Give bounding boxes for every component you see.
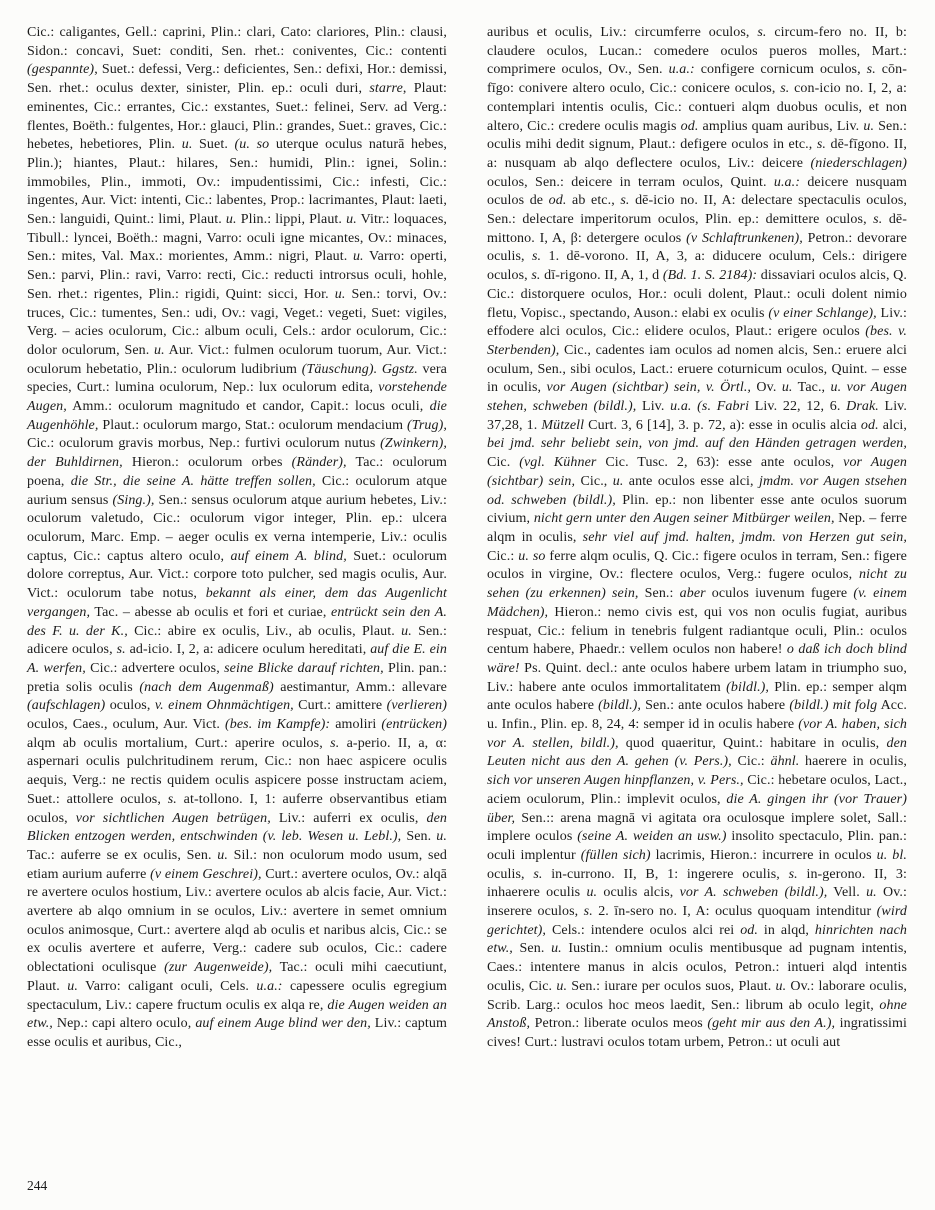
page-number: 244 — [27, 1178, 48, 1193]
text-columns — [27, 24, 908, 1053]
column-left: Cic.: caligantes, Gell.: caprini, Plin.: clari, Cato: clariores, Plin.: clausi, Sidon.: concavi, Suet: conditi, Sen. rhet.: coniventes, Cic.: contenti (gespannte), Suet.: defessi, Verg.: deficientes, Sen.: defixi, Hor.: demissi, Sen. rhet.: oculus dexter, sinister, Plin. ep.: oculi duri, starre, Plaut: eminentes, Cic.: errantes, Cic.: exstantes, Suet.: felinei, Serv. ad Verg.: flentes, Boëth.: fulgentes, Hor.: glauci, Plin.: grandes, Suet.: graves, Cic.: hebetes, hebetiores, Plin. u. Suet. (u. so uterque oculus naturā hebes, Plin.); hiantes, Plaut.: hilares, Sen.: humidi, Plin.: ignei, Solin.: immobiles, Plin., immoti, Ov.: impudentissimi, Cic.: infesti, Cic.: ingentes, Aur. Vict: intenti, Cic.: labentes, Prop.: lacrimantes, Plaut: laeti, Sen.: languidi, Quint.: limi, Plaut. u. Plin.: lippi, Plaut. u. Vitr.: loquaces, Tibull.: lyncei, Boëth.: magni, Varro: oculi igne micantes, Ov.: minaces, Sen.: mites, Val. Max.: morientes, Amm.: nigri, Plaut. u. Varro: operti, Sen.: parvi, Plin.: ravi, Varro: recti, Cic.: reducti introrsus oculi, hohle, Sen. rhet.: rigentes, Plin.: rigidi, Quint: sicci, Hor. u. Sen.: torvi, Ov.: truces, Cic.: tumentes, Sen.: udi, Ov.: vagi, Veget.: vegeti, Suet: vigiles, Verg. – acies oculorum, Cic.: album oculi, Cels.: ardor oculorum, Cic.: dolor oculorum, Sen. u. Aur. Vict.: fulmen oculorum tuorum, Aur. Vict.: oculorum hebetatio, Plin.: oculorum ludibrium (Täuschung). Ggstz. vera species, Curt.: lumina oculorum, Nep.: lux oculorum edita, vorstehende Augen, Amm.: oculorum magnitudo et candor, Capit.: locus oculi, die Augenhöhle, Plaut.: oculorum margo, Stat.: oculorum mendacium (Trug), Cic.: oculorum gravis morbus, Nep.: furtivi oculorum nutus (Zwinkern), der Buhldirnen, Hieron.: oculorum orbes (Ränder), Tac.: oculorum poena, die Str., die seine A. hätte treffen sollen, Cic.: oculorum atque aurium sensus (Sing.), Sen.: sensus oculorum atque aurium hebetes, Liv.: oculorum valetudo, Cic.: oculorum vigor integer, Plin. ep.: ulcera oculorum, Marc. Emp. – aeger oculis ex verna intemperie, Liv.: oculis captus, Cic.: captus altero oculo, auf einem A. blind, Suet.: oculorum dolore correptus, Aur. Vict.: corpore toto pulcher, sed magis oculis, Aur. Vict.: oculorum tabe notus, bekannt als einer, dem das Augenlicht vergangen, Tac. – abesse ab oculis et fori et curiae, entrückt sein den A. des F. u. der K., Cic.: abire ex oculis, Liv., ab oculis, Plaut. u. Sen.: adicere oculos, s. ad-icio. I, 2, a: adicere oculum hereditati, auf die E. ein A. werfen, Cic.: advertere oculos, seine Blicke darauf richten, Plin. pan.: pretia solis oculis (nach dem Augenmaß) aestimantur, Amm.: allevare (aufschlagen) oculos, v. einem Ohnmächtigen, Curt.: amittere (verlieren) oculos, Caes., oculum, Aur. Vict. (bes. im Kampfe): amoliri (entrücken) alqm ab oculis mortalium, Curt.: aperire oculos, s. a-perio. II, a, α: aspernari oculis pulchritudinem rerum, Cic.: non haec aspicere oculis aequis, Verg.: ne rectis quidem oculis aspicere posse instructam aciem, Suet.: attollere oculos, s. at-tollono. I, 1: auferre observantibus etiam oculos, vor sichtlichen Augen betrügen, Liv.: auferri ex oculis, den Blicken entzogen werden, entschwinden (v. leb. Wesen u. Lebl.), Sen. u. Tac.: auferre se ex oculis, Sen. u. Sil.: non oculorum modo usum, sed etiam aurium auferre (v einem Geschrei), Curt.: avertere oculos, Ov.: alqā re avertere oculos hostium, Liv.: avertere oculos ab alcis facie, Aur. Vict.: avertere ab alqo omnium in se oculos, Liv.: avertere in semet omnium oculos animosque, Curt.: avertere alqd ab oculis et naribus alcis, Cic.: se ex oculis avertere et auferre, Verg.: cadere sub oculos, Cic.: cadere oblectationi oculisque (zur Augenweide), Tac.: oculi mihi caecutiunt, Plaut. u. Varro: caligant oculi, Cels. u.a.: capessere oculis egregium spectaculum, Liv.: capere fructum oculis ex alqa re, die Augen weiden an etw., Nep.: capi altero oculo, auf einem Auge blind wer den, Liv.: captum esse oculis et auribus, Cic., — [27, 25, 448, 1050]
dictionary-page — [27, 24, 908, 1053]
column-right: auribus et oculis, Liv.: circumferre oculos, s. circum-fero no. II, b: claudere oculos, Lucan.: comedere oculos pueros molles, Mart.: comprimere oculos, Ov., Sen. u.a.: configere cornicum oculos, s. cōn-fīgo: conivere altero oculo, Cic.: conicere oculos, s. con-icio no. I, 2, a: contemplari intentis oculis, Cic.: contueri alqm duobus oculis, et non altero, Cic.: credere oculis magis od. amplius quam auribus, Liv. u. Sen.: oculis mihi dedit signum, Plaut.: defigere oculos in etc., s. dē-fīgono. II, a: nusquam ab alqo deflectere oculos, Liv.: deicere (niederschlagen) oculos, Sen.: deicere in terram oculos, Quint. u.a.: deicere nusquam oculos de od. ab etc., s. dē-icio no. II, A: delectare spectaculis oculos, Sen.: delectare imperitorum oculos, Plin. ep.: demittere oculos, s. dē-mittono. I, A, β: detergere oculos (v Schlaftrunkenen), Petron.: devorare oculis, s. 1. dē-vorono. II, A, 3, a: diducere oculum, Cels.: dirigere oculos, s. dī-rigono. II, A, 1, d (Bd. 1. S. 2184): dissaviari oculos alcis, Q. Cic.: distorquere oculos, Hor.: oculi dolent, Plaut.: oculi dolent nimio fletu, Vopisc., spectando, Auson.: elabi ex oculis (v einer Schlange), Liv.: effodere alci oculos, Cic.: elidere oculos, Plaut.: erigere oculos (bes. v. Sterbenden), Cic., cadentes iam oculos ad nomen alcis, Sen.: eruere alci oculum, Sen., sibi oculos, Lact.: eruere coturnicum oculos, Quint. – esse in oculis, vor Augen (sichtbar) sein, v. Örtl., Ov. u. Tac., u. vor Augen stehen, schweben (bildl.), Liv. u.a. (s. Fabri Liv. 22, 12, 6. Drak. Liv. 37,28, 1. Mützell Curt. 3, 6 [14], 3. p. 72, a): esse in oculis alcia od. alci, bei jmd. sehr beliebt sein, von jmd. auf den Händen getragen werden, Cic. (vgl. Kühner Cic. Tusc. 2, 63): esse ante oculos, vor Augen (sichtbar) sein, Cic., u. ante oculos esse alci, jmdm. vor Augen stsehen od. schweben (bildl.), Plin. ep.: non libenter esse ante oculos suorum civium, nicht gern unter den Augen seiner Mitbürger weilen, Nep. – ferre alqm in oculis, sehr viel auf jmd. halten, jmdm. von Herzen gut sein, Cic.: u. so ferre alqm oculis, Q. Cic.: figere oculos in terram, Sen.: figere oculos in virgine, Ov.: flectere oculos, Verg.: fugere oculos, nicht zu sehen (zu erkennen) sein, Sen.: aber oculos iuvenum fugere (v. einem Mädchen), Hieron.: nemo civis est, qui vos non oculis fugiat, auribus respuat, Cic.: felium in tenebris fulgent radiantque oculi, Plin.: oculos centum habere, Phaedr.: vellem oculos non habere! o daß ich doch blind wäre! Ps. Quint. decl.: ante oculos habere urbem latam in triumpho suo, Liv.: habere ante oculos immortalitatem (bildl.), Plin. ep.: semper alqm ante oculos habere (bildl.), Sen.: ante oculos habere (bildl.) mit folg Acc. u. Infin., Plin. ep. 8, 24, 4: semper id in oculis habere (vor A. haben, sich vor A. stellen, bildl.), quod quaeritur, Quint.: habitare in oculis, den Leuten nicht aus den A. gehen (v. Pers.), Cic.: ähnl. haerere in oculis, sich vor unseren Augen hinpflanzen, v. Pers., Cic.: hebetare oculos, Lact., aciem oculorum, Plin.: implevit oculos, die A. gingen ihr (vor Trauer) über, Sen.:: arena magnā vi agitata ora oculosque implere solet, Sall.: implere oculos (seine A. weiden an usw.) insolito spectaculo, Plin. pan.: oculi implentur (füllen sich) lacrimis, Hieron.: incurrere in oculos u. bl. oculis, s. in-currono. II, B, 1: ingerere oculis, s. in-gerono. II, 3: inhaerere oculis u. oculis alcis, vor A. schweben (bildl.), Vell. u. Ov.: inserere oculos, s. 2. īn-sero no. I, A: oculus quoquam intenditur (wird gerichtet), Cels.: intendere oculos alci rei od. in alqd, hinrichten nach etw., Sen. u. Iustin.: omnium oculis mentibusque ad pugnam intentis, Caes.: intentere manus in alcis oculos, Petron.: intueri alqd intentis oculis, Cic. u. Sen.: iurare per oculos suos, Plaut. u. Ov.: laborare oculis, Scrib. Larg.: oculos hoc meos laedit, Sen.: librum ab oculo legit, ohne Anstoß, Petron.: liberate oculos meos (geht mir aus den A.), ingratissimi cives! Curt.: lustravi oculos totam urbem, Petron.: ut oculi aut — [487, 25, 908, 1050]
